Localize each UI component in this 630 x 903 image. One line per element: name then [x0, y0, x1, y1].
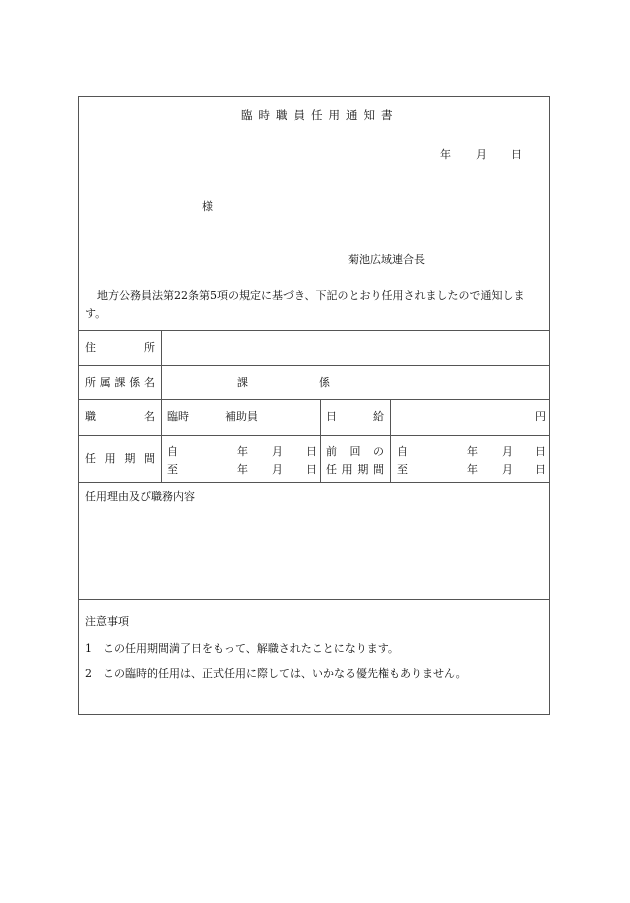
position-value-temp: 臨時 [167, 410, 189, 423]
prev-from-day: 日 [535, 445, 546, 458]
period-label: 任 用 期 間 [85, 452, 155, 465]
position-value-assistant: 補助員 [225, 410, 258, 423]
daily-wage-label: 日 給 [326, 410, 384, 423]
prev-to-year: 年 [467, 463, 478, 476]
period-from-year: 年 [237, 445, 248, 458]
period-to-day: 日 [306, 463, 317, 476]
dept-ka: 課 [237, 376, 248, 389]
period-to: 至 [167, 463, 178, 476]
prev-to-day: 日 [535, 463, 546, 476]
note-number-2: 2 [85, 667, 92, 680]
address-label: 住 所 [85, 341, 155, 354]
prev-from-year: 年 [467, 445, 478, 458]
prev-period-label-2: 任 用 期 間 [326, 463, 384, 476]
prev-period-label-1: 前 回 の [326, 445, 384, 458]
addressee-suffix: 様 [202, 200, 213, 213]
form-title: 臨時職員任用通知書 [241, 108, 399, 122]
prev-from: 自 [397, 445, 408, 458]
appointment-notice-form [78, 96, 550, 715]
notice-text: 地方公務員法第22条第5項の規定に基づき、下記のとおり任用されましたので通知します。 [85, 289, 525, 320]
prev-to-month: 月 [502, 463, 513, 476]
date-day: 日 [511, 148, 522, 161]
period-to-year: 年 [237, 463, 248, 476]
note-number-1: 1 [85, 642, 92, 655]
dept-kakari: 係 [319, 376, 330, 389]
period-from-day: 日 [306, 445, 317, 458]
note-text-1: この任用期間満了日をもって、解職されたことになります。 [103, 642, 399, 655]
date-month: 月 [476, 148, 487, 161]
reason-label: 任用理由及び職務内容 [85, 490, 195, 503]
yen-unit: 円 [535, 410, 546, 423]
notes-heading: 注意事項 [85, 615, 129, 628]
issuer-name: 菊池広域連合長 [348, 253, 425, 266]
position-label: 職 名 [85, 410, 155, 423]
period-to-month: 月 [272, 463, 283, 476]
note-text-2: この臨時的任用は、正式任用に際しては、いかなる優先権もありません。 [103, 667, 467, 680]
period-from-month: 月 [272, 445, 283, 458]
period-from: 自 [167, 445, 178, 458]
prev-from-month: 月 [502, 445, 513, 458]
date-year: 年 [440, 148, 451, 161]
dept-label: 所 属 課 係 名 [85, 376, 155, 389]
prev-to: 至 [397, 463, 408, 476]
